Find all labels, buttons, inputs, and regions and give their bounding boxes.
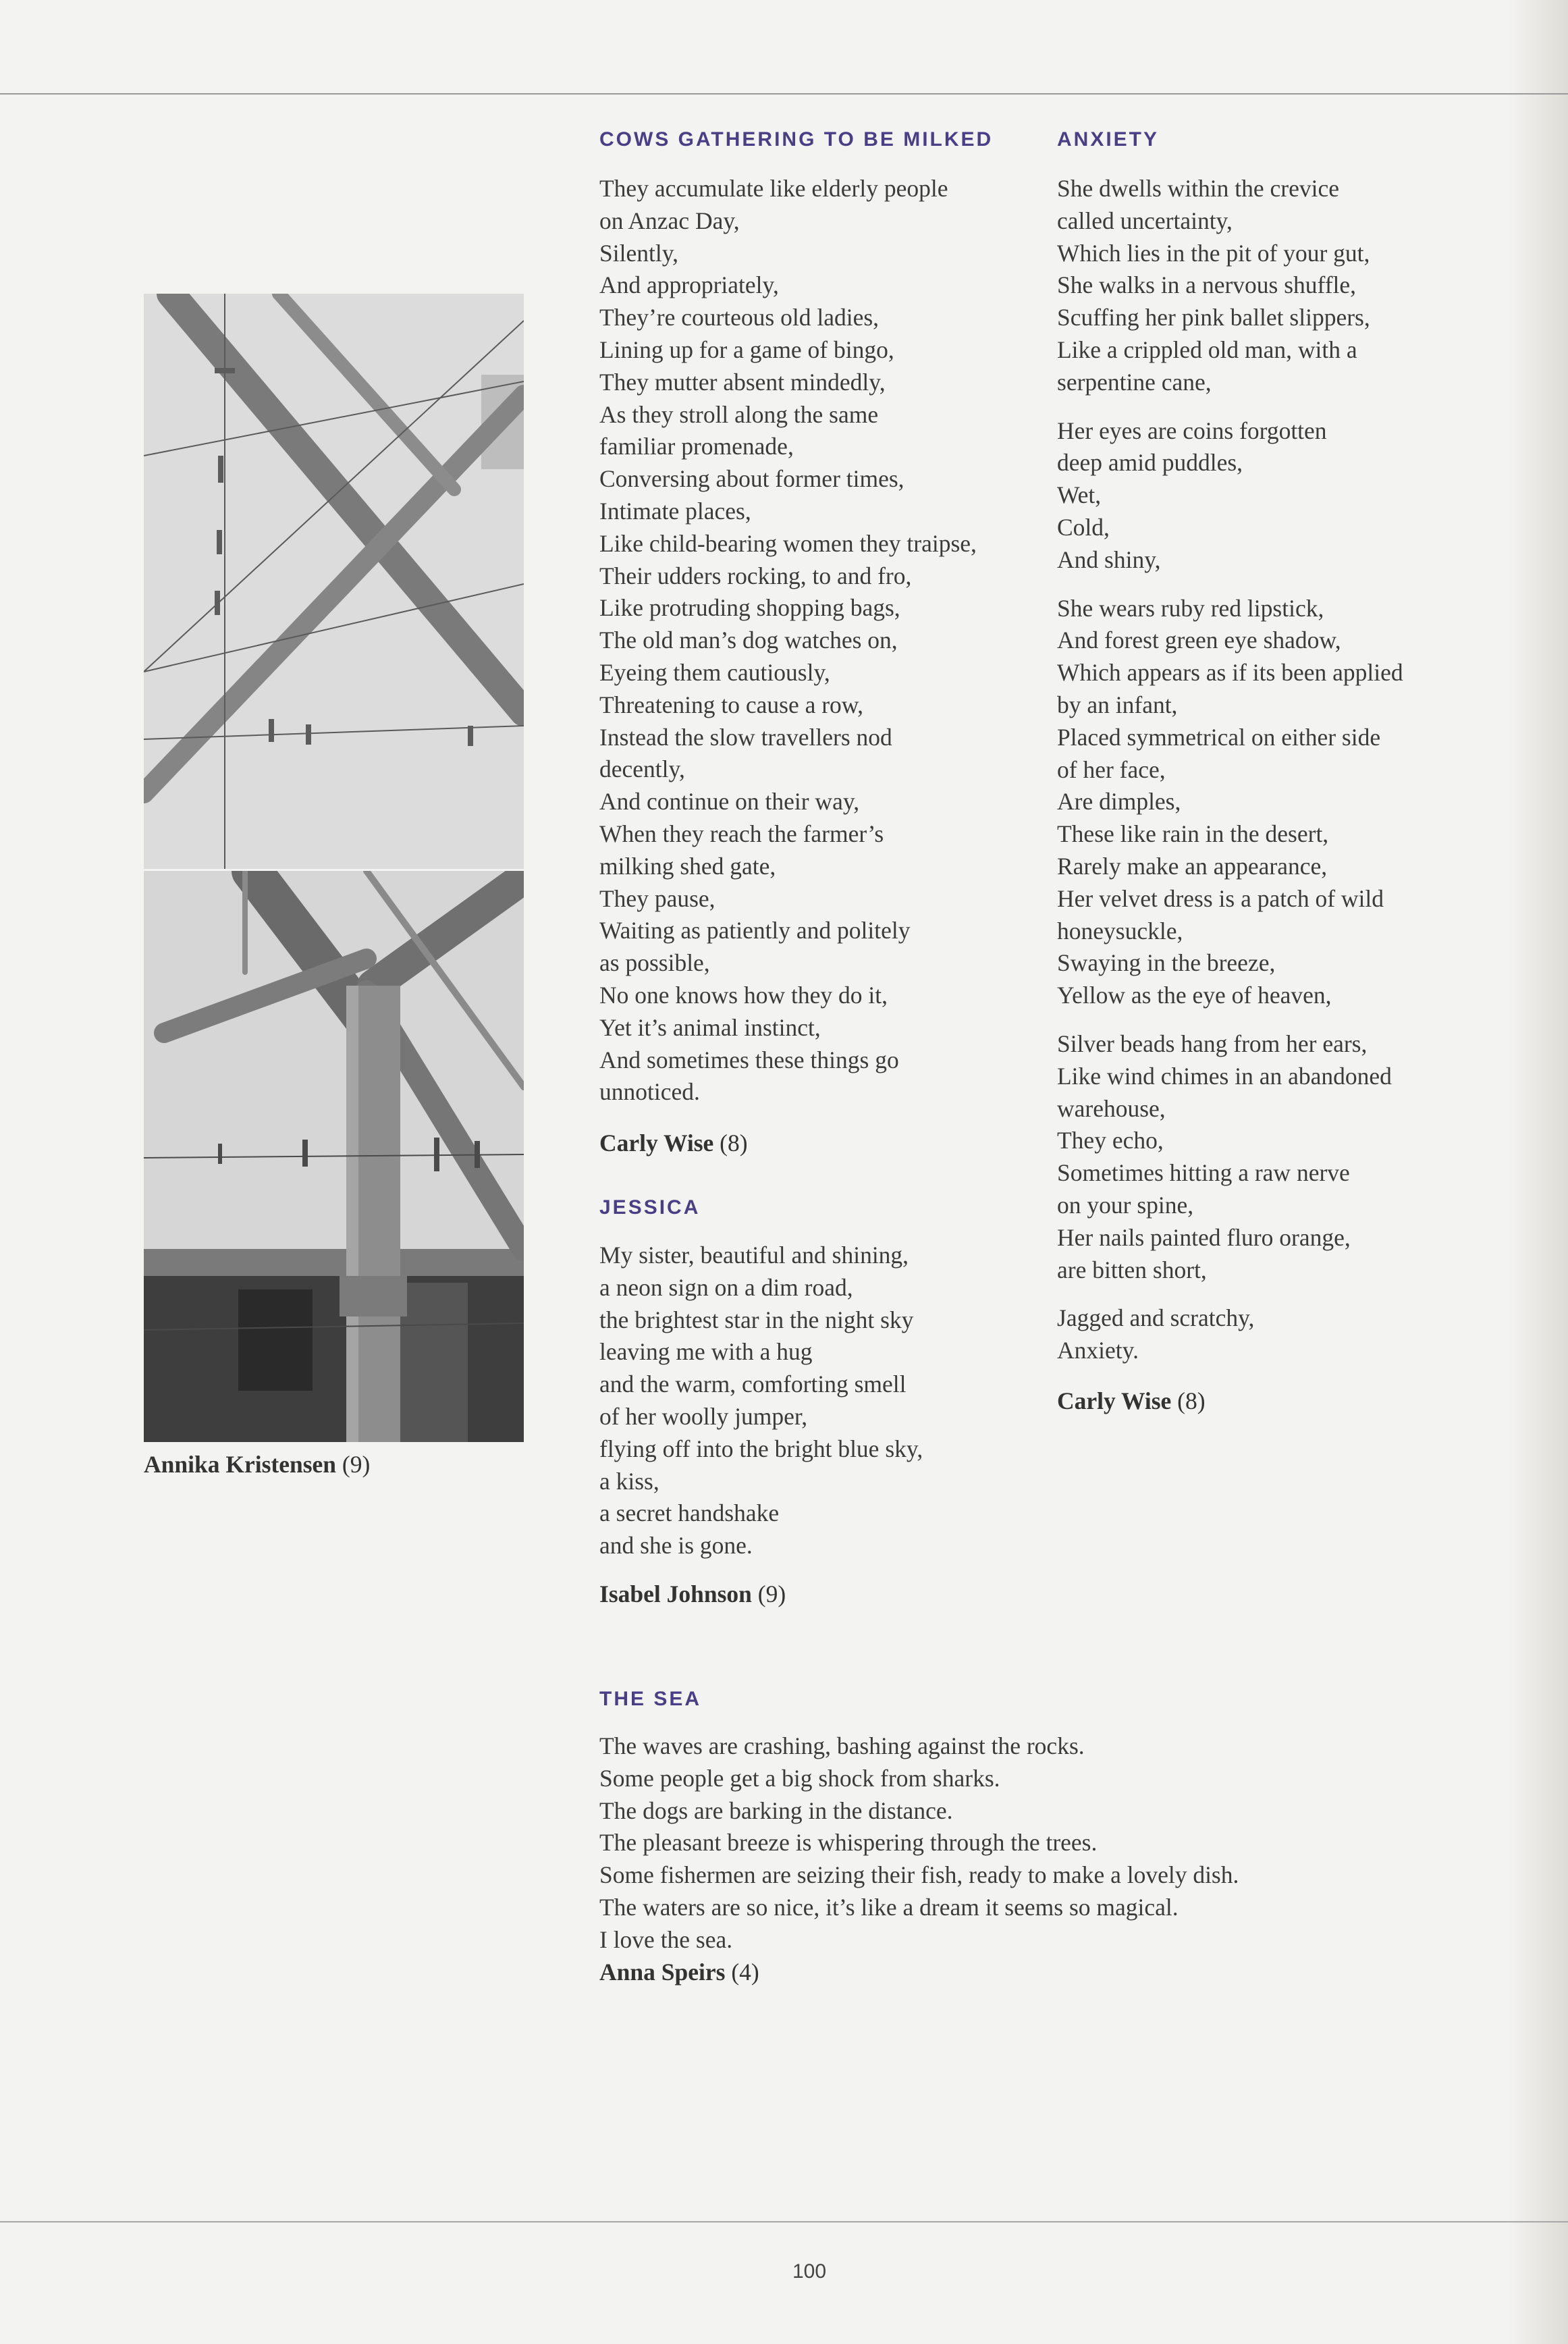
- poem-anxiety-author-name: Carly Wise: [1057, 1387, 1172, 1414]
- poem-jessica-line: and she is gone.: [599, 1532, 753, 1560]
- poem-cows-line: decently,: [599, 755, 685, 783]
- poem-jessica-author-age: (9): [757, 1580, 786, 1607]
- poem-jessica-line: and the warm, comforting smell: [599, 1370, 907, 1398]
- poem-cows-line: They accumulate like elderly people: [599, 175, 948, 202]
- poem-cows-line: And appropriately,: [599, 271, 779, 299]
- poem-anxiety-line: Like wind chimes in an abandoned: [1057, 1062, 1392, 1090]
- poem-cows-line: Conversing about former times,: [599, 465, 904, 493]
- poem-jessica-line: a neon sign on a dim road,: [599, 1273, 853, 1301]
- poem-anxiety-line: Anxiety.: [1057, 1337, 1139, 1364]
- poem-cows-line: Like child-bearing women they traipse,: [599, 529, 977, 557]
- poem-anxiety-line: Wet,: [1057, 481, 1102, 509]
- poem-sea-line: The pleasant breeze is whispering through the trees.: [599, 1829, 1098, 1857]
- poem-title-sea: THE SEA: [599, 1688, 702, 1710]
- poem-jessica-line: My sister, beautiful and shining,: [599, 1242, 909, 1269]
- poem-anxiety-line: warehouse,: [1057, 1094, 1166, 1122]
- poem-cows-line: Silently,: [599, 239, 679, 267]
- poem-anxiety-line: She wears ruby red lipstick,: [1057, 594, 1324, 622]
- poem-anxiety-stanza: [1057, 1302, 1403, 1367]
- poem-anxiety-body: [1057, 173, 1403, 1367]
- poem-anxiety-line: Jagged and scratchy,: [1057, 1304, 1255, 1332]
- poem-cows-line: Threatening to cause a row,: [599, 691, 863, 718]
- poem-jessica-author-name: Isabel Johnson: [599, 1580, 752, 1607]
- poem-cows-line: And continue on their way,: [599, 788, 860, 816]
- poem-anxiety-line: Rarely make an appearance,: [1057, 852, 1328, 880]
- poem-anxiety-line: Her eyes are coins forgotten: [1057, 417, 1327, 444]
- poem-cows-line: as possible,: [599, 949, 710, 977]
- poem-title-jessica: JESSICA: [599, 1196, 701, 1219]
- poem-anxiety-author-age: (8): [1177, 1387, 1206, 1414]
- poem-anxiety-line: Placed symmetrical on either side: [1057, 723, 1381, 751]
- photo-credit-age: (9): [342, 1451, 371, 1478]
- poem-title-cows: COWS GATHERING TO BE MILKED: [599, 128, 994, 151]
- poem-anxiety-line: Her nails painted fluro orange,: [1057, 1223, 1351, 1251]
- poem-anxiety-line: Scuffing her pink ballet slippers,: [1057, 304, 1370, 331]
- page-number: 100: [792, 2260, 827, 2283]
- bottom-rule: [0, 2221, 1568, 2222]
- poem-sea-line: Some people get a big shock from sharks.: [599, 1764, 1000, 1792]
- top-rule: [0, 93, 1568, 95]
- poem-jessica-stanza: [599, 1240, 923, 1562]
- poem-sea-body: [599, 1730, 1239, 1956]
- poem-anxiety-line: honeysuckle,: [1057, 917, 1183, 944]
- poem-anxiety-line: And shiny,: [1057, 545, 1161, 573]
- poem-sea-author-name: Anna Speirs: [599, 1959, 726, 1986]
- poem-cows-line: The old man’s dog watches on,: [599, 627, 898, 654]
- poem-cows-line: unnoticed.: [599, 1078, 700, 1106]
- photo-credit: [144, 1450, 370, 1479]
- poem-sea-line: The dogs are barking in the distance.: [599, 1796, 953, 1824]
- poem-cows-line: Instead the slow travellers nod: [599, 723, 892, 751]
- poem-cows-line: As they stroll along the same: [599, 400, 879, 428]
- poem-anxiety-stanza: [1057, 593, 1403, 1012]
- poem-cows-line: Like protruding shopping bags,: [599, 594, 900, 622]
- poem-anxiety-stanza: [1057, 173, 1403, 399]
- poem-cows-stanza: [599, 173, 977, 1109]
- poem-cows-line: No one knows how they do it,: [599, 981, 888, 1009]
- poem-jessica-author: [599, 1580, 786, 1608]
- poem-anxiety-line: They echo,: [1057, 1127, 1164, 1154]
- poem-jessica-line: a kiss,: [599, 1467, 659, 1495]
- poem-jessica-line: the brightest star in the night sky: [599, 1306, 914, 1333]
- photo-clothesline-top: [144, 294, 524, 869]
- poem-cows-line: They pause,: [599, 884, 715, 912]
- photo-credit-name: Annika Kristensen: [144, 1451, 337, 1478]
- poem-anxiety-line: Which lies in the pit of your gut,: [1057, 239, 1370, 267]
- poem-anxiety-line: Her velvet dress is a patch of wild: [1057, 884, 1384, 912]
- poem-title-anxiety: ANXIETY: [1057, 128, 1160, 151]
- poem-cows-line: They mutter absent mindedly,: [599, 368, 886, 396]
- poem-anxiety-stanza: [1057, 1028, 1403, 1286]
- poem-anxiety-author: [1057, 1387, 1206, 1415]
- poem-cows-line: Lining up for a game of bingo,: [599, 336, 894, 363]
- poem-cows-line: familiar promenade,: [599, 433, 794, 460]
- poem-anxiety-line: Sometimes hitting a raw nerve: [1057, 1159, 1350, 1187]
- photo-clothesline-bottom: [144, 871, 524, 1442]
- poem-cows-author-name: Carly Wise: [599, 1129, 714, 1156]
- poem-jessica-line: of her woolly jumper,: [599, 1402, 808, 1430]
- poem-cows-line: Waiting as patiently and politely: [599, 917, 911, 944]
- poem-cows-line: Eyeing them cautiously,: [599, 658, 830, 686]
- poem-jessica-line: flying off into the bright blue sky,: [599, 1435, 923, 1462]
- poem-anxiety-line: Which appears as if its been applied: [1057, 659, 1403, 687]
- poem-cows-author-age: (8): [720, 1129, 748, 1156]
- poem-sea-line: The waves are crashing, bashing against the rocks.: [599, 1732, 1085, 1759]
- poem-jessica-line: a secret handshake: [599, 1499, 780, 1527]
- poem-cows-line: Yet it’s animal instinct,: [599, 1013, 821, 1041]
- poem-cows-line: Their udders rocking, to and fro,: [599, 562, 912, 589]
- photo-clothesline-top-drawing: [144, 294, 524, 869]
- poem-anxiety-line: deep amid puddles,: [1057, 449, 1243, 477]
- poem-anxiety-line: called uncertainty,: [1057, 207, 1233, 234]
- poem-anxiety-line: Yellow as the eye of heaven,: [1057, 982, 1332, 1009]
- poem-anxiety-line: These like rain in the desert,: [1057, 820, 1329, 848]
- poem-anxiety-line: She walks in a nervous shuffle,: [1057, 271, 1357, 299]
- poem-sea-author: [599, 1958, 759, 1986]
- poem-anxiety-line: Cold,: [1057, 513, 1110, 541]
- poem-anxiety-line: by an infant,: [1057, 691, 1178, 718]
- poem-anxiety-line: serpentine cane,: [1057, 368, 1212, 396]
- poem-anxiety-line: Like a crippled old man, with a: [1057, 336, 1357, 363]
- poem-jessica-line: leaving me with a hug: [599, 1338, 813, 1366]
- poem-sea-line: The waters are so nice, it’s like a dream it seems so magical.: [599, 1893, 1179, 1921]
- photo-clothesline-bottom-drawing: [144, 871, 524, 1442]
- poem-cows-line: Intimate places,: [599, 497, 751, 525]
- poem-cows-line: milking shed gate,: [599, 852, 776, 880]
- poem-sea-stanza: [599, 1730, 1239, 1956]
- poem-anxiety-stanza: [1057, 415, 1403, 577]
- poem-anxiety-line: are bitten short,: [1057, 1256, 1207, 1283]
- poem-sea-line: I love the sea.: [599, 1925, 733, 1953]
- poem-anxiety-line: of her face,: [1057, 755, 1166, 783]
- poem-anxiety-line: Silver beads hang from her ears,: [1057, 1030, 1368, 1057]
- poem-sea-author-age: (4): [731, 1959, 759, 1986]
- poem-anxiety-line: on your spine,: [1057, 1191, 1194, 1219]
- poem-anxiety-line: And forest green eye shadow,: [1057, 627, 1341, 654]
- page-edge-shadow: [1507, 0, 1568, 2344]
- poem-sea-line: Some fishermen are seizing their fish, ready to make a lovely dish.: [599, 1861, 1239, 1889]
- poem-jessica-body: [599, 1240, 923, 1562]
- poem-cows-line: on Anzac Day,: [599, 207, 740, 234]
- poem-anxiety-line: She dwells within the crevice: [1057, 175, 1339, 202]
- poem-cows-line: When they reach the farmer’s: [599, 820, 884, 847]
- poem-cows-body: [599, 173, 977, 1109]
- poem-cows-author: [599, 1129, 748, 1157]
- poem-anxiety-line: Swaying in the breeze,: [1057, 949, 1276, 977]
- poem-cows-line: They’re courteous old ladies,: [599, 304, 880, 331]
- poem-anxiety-line: Are dimples,: [1057, 788, 1181, 816]
- poem-cows-line: And sometimes these things go: [599, 1046, 899, 1073]
